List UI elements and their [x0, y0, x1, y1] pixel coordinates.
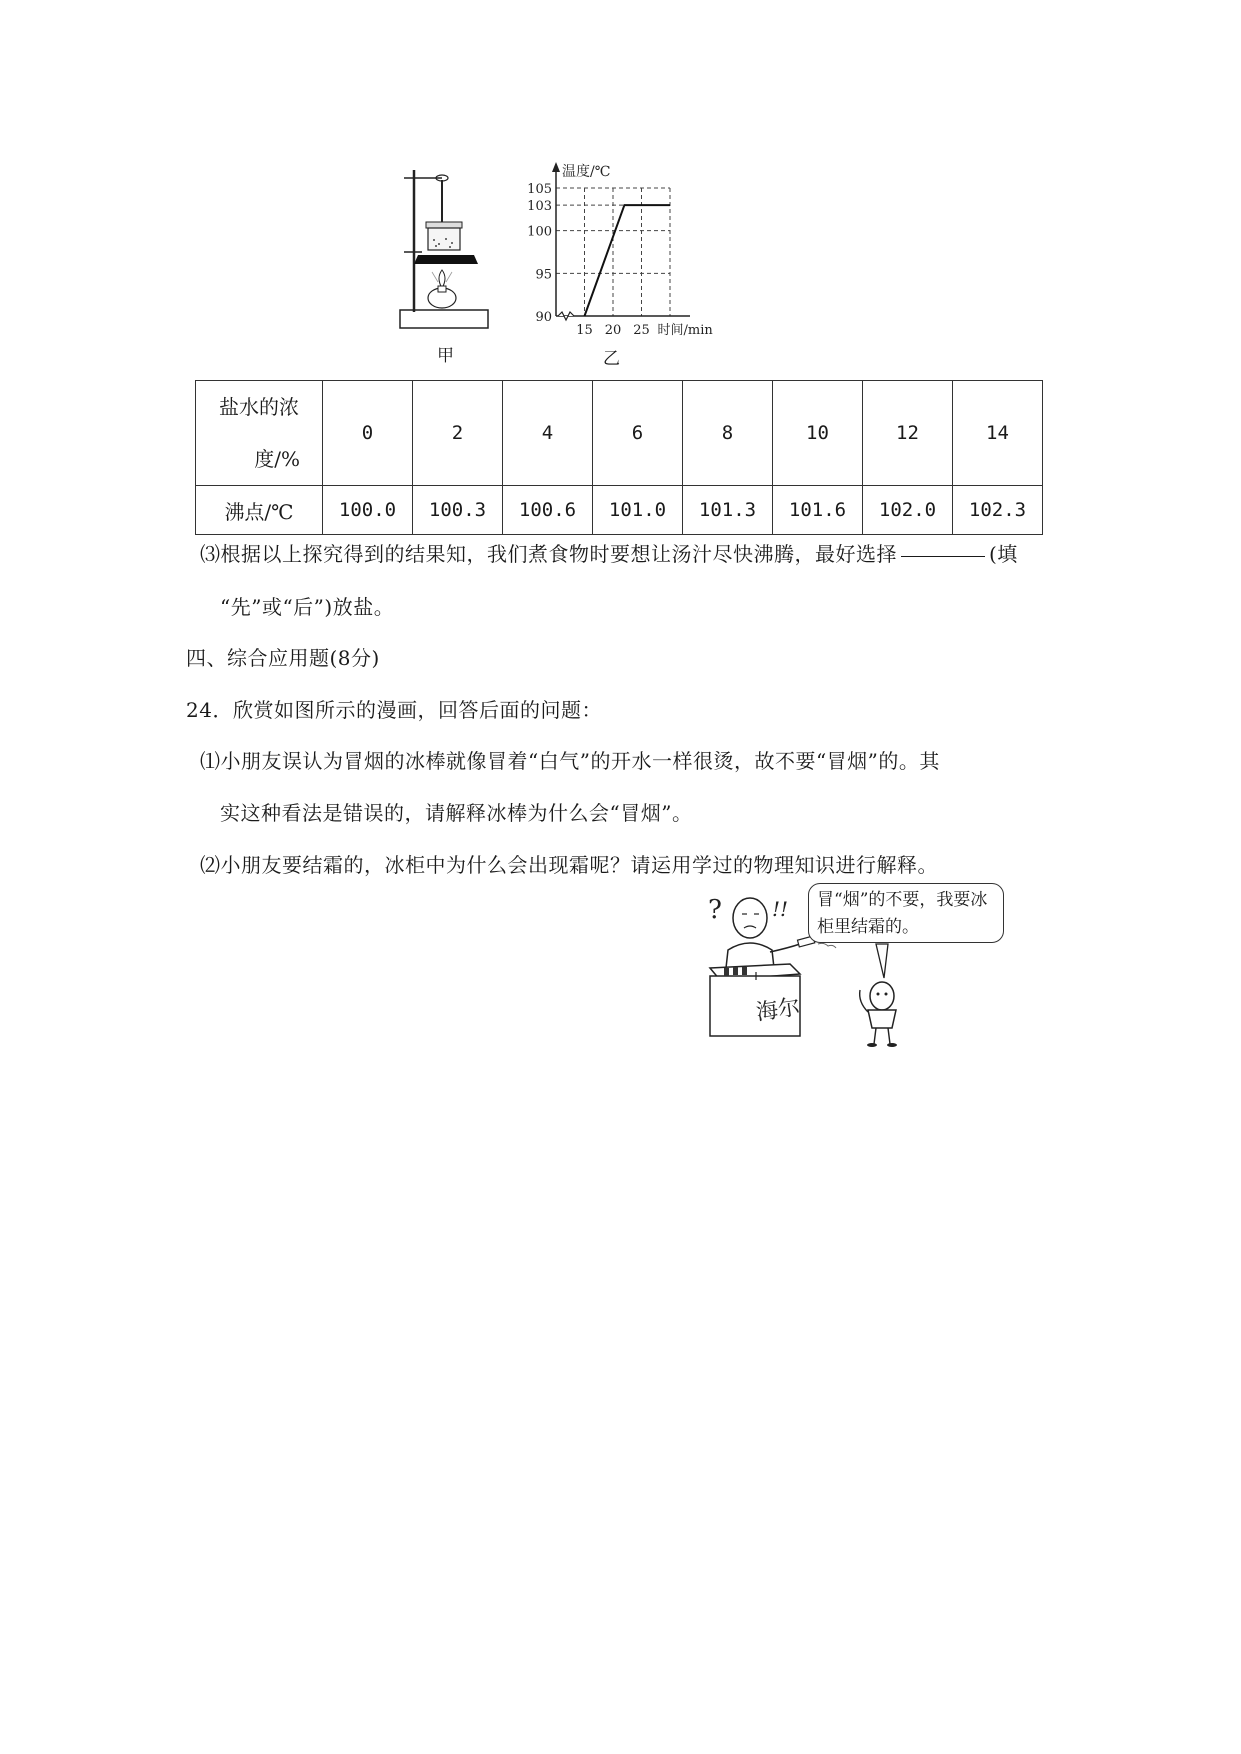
q24-part1-line2: 实这种看法是错误的，请解释冰棒为什么会“冒烟”。 [220, 801, 693, 825]
apparatus-illustration [396, 160, 496, 340]
boiling-point-cell: 102.0 [863, 486, 953, 535]
y-tick-label: 100 [527, 224, 552, 240]
y-tick-label: 105 [527, 182, 552, 197]
boiling-point-cell: 101.6 [773, 486, 863, 535]
concentration-row [196, 381, 1043, 486]
q3-line2: “先”或“后”)放盐。 [220, 595, 395, 619]
y-tick-label: 95 [535, 267, 552, 283]
boiling-point-cell: 100.6 [503, 486, 593, 535]
concentration-cell: 2 [413, 381, 503, 486]
figure-caption-right: 乙 [603, 349, 620, 369]
question-mark: ? [708, 895, 722, 925]
concentration-cell: 8 [683, 381, 773, 486]
concentration-header [196, 381, 323, 486]
concentration-cell: 14 [953, 381, 1043, 486]
q3-after-blank: (填 [989, 542, 1018, 566]
boiling-point-cell: 100.0 [323, 486, 413, 535]
y-tick-label: 103 [527, 199, 552, 215]
q24-part2: ⑵小朋友要结霜的，冰柜中为什么会出现霜呢？请运用学过的物理知识进行解释。 [200, 853, 938, 877]
x-tick-label: 20 [604, 323, 622, 338]
x-axis-label: 时间/min [657, 323, 713, 338]
boiling-point-cell: 101.0 [593, 486, 683, 535]
answer-blank[interactable] [901, 555, 985, 557]
concentration-header-line1: 盐水的浓 [219, 395, 299, 419]
y-axis-label: 温度/℃ [562, 164, 611, 180]
axis-break [558, 312, 574, 320]
concentration-cell: 10 [773, 381, 863, 486]
x-tick-label: 15 [576, 323, 593, 338]
q24-part1-line1: ⑴小朋友误认为冒烟的冰棒就像冒着“白气”的开水一样很烫，故不要“冒烟”的。其 [200, 749, 940, 773]
x-tick-label: 25 [633, 323, 650, 338]
concentration-cell: 4 [503, 381, 593, 486]
concentration-cell: 0 [323, 381, 413, 486]
boiling-point-cell: 102.3 [953, 486, 1043, 535]
temperature-line [585, 205, 671, 316]
freezer-brand: 海尔 [754, 994, 802, 1026]
q3-text: ⑶根据以上探究得到的结果知，我们煮食物时要想让汤汁尽快沸腾，最好选择 [200, 542, 897, 566]
y-tick-label: 90 [535, 310, 552, 325]
y-axis-arrow [552, 162, 560, 172]
exclamation-marks: !! [772, 897, 789, 921]
q3-line1 [200, 538, 1018, 567]
boiling-point-header: 沸点/℃ [196, 486, 323, 535]
boiling-point-table [195, 380, 1043, 535]
concentration-header-line2: 度/% [254, 447, 300, 471]
q24-stem: 24．欣赏如图所示的漫画，回答后面的问题： [186, 698, 602, 722]
boiling-point-row [196, 486, 1043, 535]
concentration-cell: 12 [863, 381, 953, 486]
section-title: 四、综合应用题(8分) [186, 646, 380, 670]
speech-bubble: 冒“烟”的不要，我要冰柜里结霜的。 [808, 883, 1004, 943]
figure-caption-left: 甲 [437, 346, 454, 366]
boiling-point-cell: 101.3 [683, 486, 773, 535]
temperature-time-graph [520, 158, 760, 348]
concentration-cell: 6 [593, 381, 683, 486]
boiling-point-cell: 100.3 [413, 486, 503, 535]
